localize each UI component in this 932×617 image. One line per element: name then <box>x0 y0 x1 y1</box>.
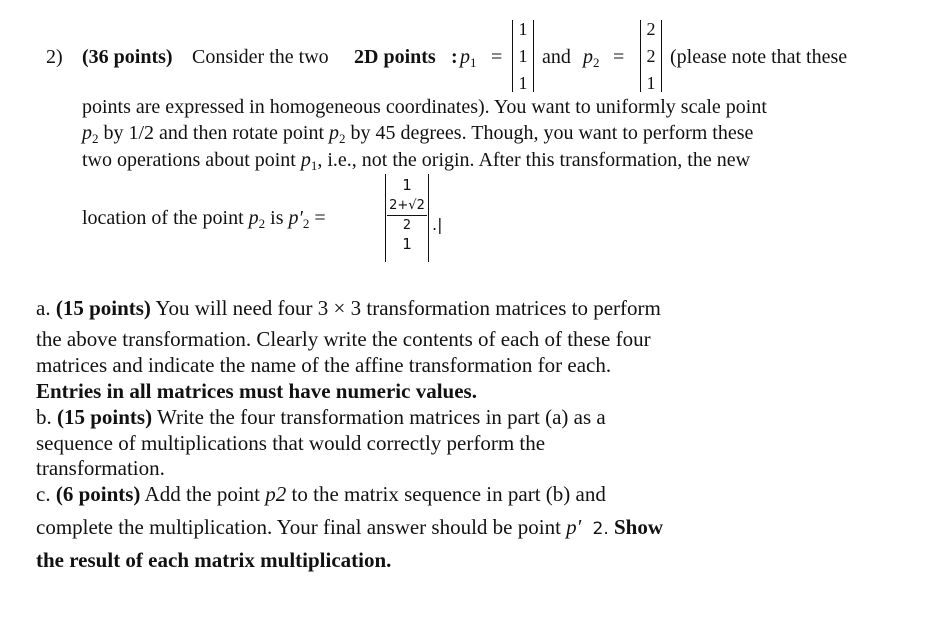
problem-line-4: two operations about point $p_1$, i.e., not the origin. After this transformation, the new <box>82 149 751 173</box>
problem-line-2: points are expressed in homogeneous coordinates). You want to uniformly scale point <box>82 96 767 118</box>
part-c-line-2: complete the multiplication. Your final answer should be point p′ 2. Show <box>36 515 664 539</box>
problem-number: 2) <box>46 46 63 68</box>
part-b-line-1: b. (15 points) Write the four transformation matrices in part (a) as a <box>36 405 606 429</box>
problem-intro: Consider the two <box>192 46 329 68</box>
note-text: (please note that these <box>670 46 848 68</box>
problem-colon: : <box>451 46 458 68</box>
p2-symbol: $p_2$ <box>583 46 600 70</box>
result-end-mark: .| <box>432 215 443 234</box>
p1-equals: = <box>491 46 503 68</box>
part-c-line-3: the result of each matrix multiplication. <box>36 548 392 572</box>
part-b-line-2: sequence of multiplications that would correctly perform the <box>36 431 546 455</box>
problem-line-3: $p_2$ by 1/2 and then rotate point $p_2$ by 45 degrees. Though, you want to perform these <box>82 122 754 146</box>
p1-symbol: $p_1$ <box>460 46 477 70</box>
part-a-line-3: matrices and indicate the name of the affine transformation for each. <box>36 353 612 377</box>
p2-vector: 2 2 1 <box>640 20 662 92</box>
part-a-line-4: Entries in all matrices must have numeric values. <box>36 379 477 403</box>
p2-equals: = <box>613 46 625 68</box>
problem-line-5: location of the point $p_2$ is $p'_2$ = <box>82 207 326 231</box>
part-c-line-1: c. (6 points) Add the point p2 to the matrix sequence in part (b) and <box>36 482 606 506</box>
problem-points: (36 points) <box>82 46 173 68</box>
problem-intro-bold: 2D points <box>354 46 436 68</box>
p1-vector: 1 1 1 <box>512 20 534 92</box>
part-a-line-2: the above transformation. Clearly write the contents of each of these four <box>36 327 651 351</box>
part-a-line-1: a. (15 points) You will need four 3 × 3 transformation matrices to perform <box>36 296 661 320</box>
and-text: and <box>542 46 571 68</box>
part-b-line-3: transformation. <box>36 456 165 480</box>
result-vector: 1 2+√2 2 1 <box>385 174 429 262</box>
